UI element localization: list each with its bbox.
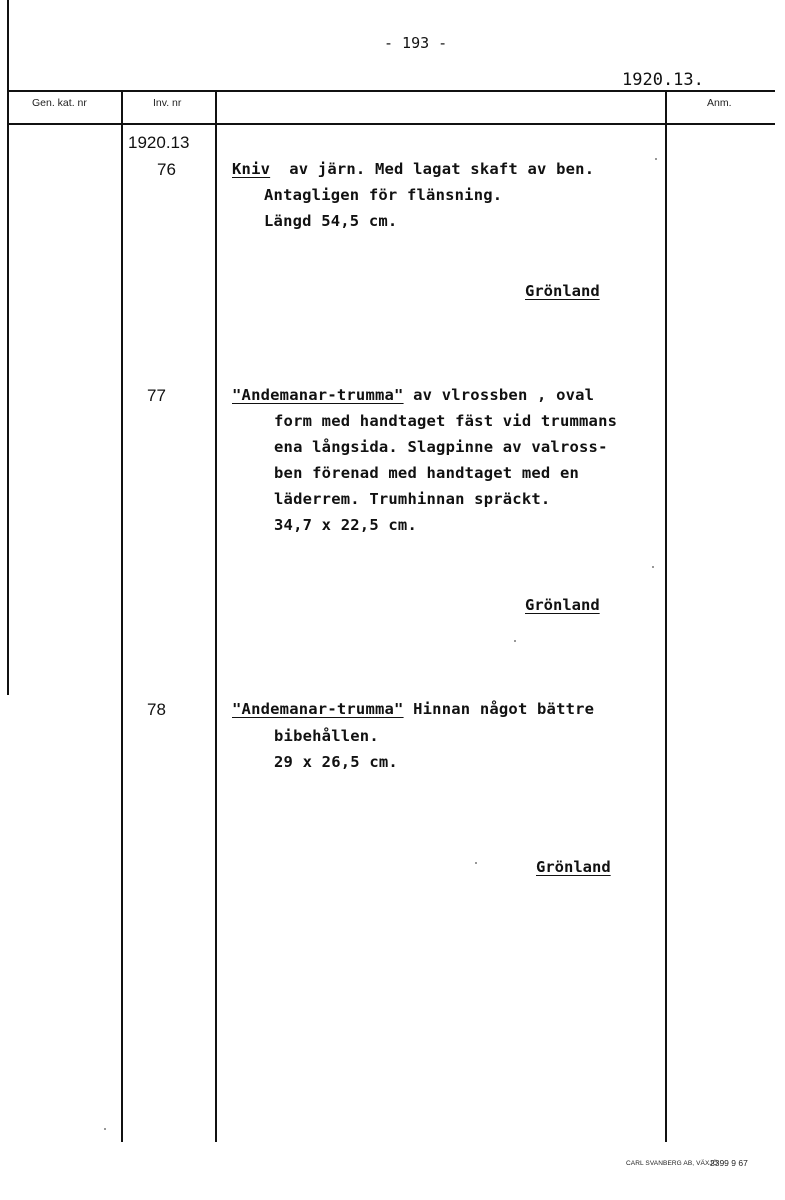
entry-title: "Andemanar-trumma" (232, 700, 404, 718)
scan-speck (652, 566, 654, 568)
entry-line: Antagligen för flänsning. (264, 186, 503, 204)
entry-line: ena långsida. Slagpinne av valross- (274, 438, 608, 456)
entry-line: ben förenad med handtaget med en (274, 464, 580, 482)
column-divider-gen-inv (121, 90, 123, 1142)
inventory-prefix: 1920.13 (128, 133, 190, 152)
column-header-anm: Anm. (707, 97, 732, 109)
entry-line: Längd 54,5 cm. (264, 212, 398, 230)
entry-line: 29 x 26,5 cm. (274, 753, 398, 771)
entry-text: Hinnan något bättre (403, 700, 595, 718)
entry-first-line (232, 386, 594, 404)
entry-line: 34,7 x 22,5 cm. (274, 516, 417, 534)
form-code: 2399 9 67 (710, 1158, 748, 1168)
entry-line: läderrem. Trumhinnan spräckt. (274, 490, 551, 508)
scan-speck (655, 158, 657, 160)
scan-speck (104, 1128, 106, 1130)
scan-speck (475, 862, 477, 864)
entry-location: Grönland (536, 858, 611, 876)
printer-mark: CARL SVANBERG AB, VÄXJÖ (626, 1160, 718, 1167)
entry-line: form med handtaget fäst vid trummans (274, 412, 618, 430)
entry-location: Grönland (525, 596, 600, 614)
column-header-gen-kat-nr: Gen. kat. nr (32, 97, 87, 109)
entry-location: Grönland (525, 282, 600, 300)
inventory-number: 77 (147, 386, 166, 405)
inventory-number: 76 (157, 160, 176, 179)
entry-text: av vlrossben , oval (403, 386, 595, 404)
entry-title: Kniv (232, 160, 271, 178)
inventory-number: 78 (147, 700, 166, 719)
entry-first-line (232, 160, 594, 178)
entry-first-line (232, 700, 594, 718)
left-margin-rule (7, 0, 9, 695)
entry-line: bibehållen. (274, 727, 379, 745)
entry-title: "Andemanar-trumma" (232, 386, 404, 404)
catalog-number: 1920.13. (622, 70, 704, 90)
column-divider-desc-anm (665, 90, 667, 1142)
column-header-inv-nr: Inv. nr (153, 97, 182, 109)
page-number: - 193 - (384, 34, 448, 52)
scan-speck (514, 640, 516, 642)
entry-text: av järn. Med lagat skaft av ben. (270, 160, 595, 178)
column-divider-inv-desc (215, 90, 217, 1142)
